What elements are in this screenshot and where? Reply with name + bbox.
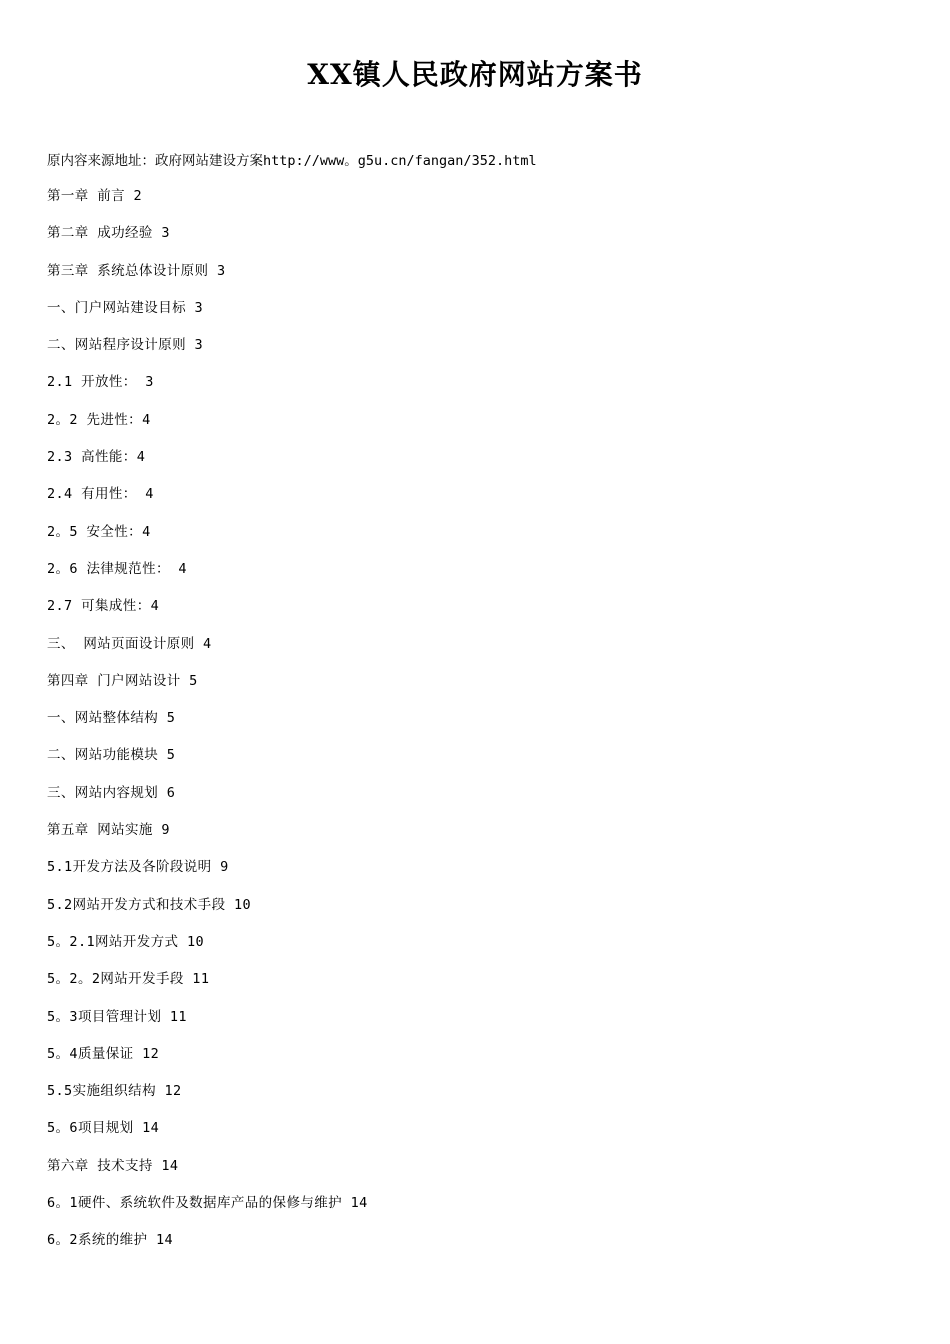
toc-entry: 三、 网站页面设计原则 4: [47, 635, 212, 652]
toc-entry: 2。6 法律规范性： 4: [47, 560, 187, 577]
toc-entry: 6。1硬件、系统软件及数据库产品的保修与维护 14: [47, 1195, 368, 1212]
toc-entry: 2。2 先进性：4: [47, 411, 151, 428]
toc-entry: 5。4质量保证 12: [47, 1045, 160, 1062]
toc-entry: 2.3 高性能：4: [47, 449, 146, 466]
toc-entry: 5。2。2网站开发手段 11: [47, 971, 210, 988]
toc-entry: 5。2.1网站开发方式 10: [47, 933, 204, 950]
toc-entry: 5.1开发方法及各阶段说明 9: [47, 859, 229, 876]
toc-entry: 5。6项目规划 14: [47, 1120, 160, 1137]
toc-entry: 2.4 有用性： 4: [47, 486, 154, 503]
source-address-line: 原内容来源地址：政府网站建设方案http://www。g5u.cn/fangan/352.html: [47, 153, 537, 169]
toc-entry: 2.1 开放性： 3: [47, 374, 154, 391]
document-title: XX镇人民政府网站方案书: [307, 58, 643, 91]
toc-entry: 一、网站整体结构 5: [47, 710, 176, 727]
toc-entry: 第六章 技术支持 14: [47, 1157, 179, 1174]
toc-entry: 第一章 前言 2: [47, 188, 143, 204]
toc-entry: 二、网站程序设计原则 3: [47, 337, 204, 354]
toc-entry: 二、网站功能模块 5: [47, 747, 176, 764]
toc-entry: 第五章 网站实施 9: [47, 822, 170, 839]
toc-entry: 5.2网站开发方式和技术手段 10: [47, 896, 252, 913]
table-of-contents: [47, 185, 368, 1267]
toc-entry: 5.5实施组织结构 12: [47, 1083, 182, 1100]
toc-entry: 5。3项目管理计划 11: [47, 1008, 187, 1025]
toc-entry: 6。2系统的维护 14: [47, 1232, 174, 1249]
toc-entry: 一、门户网站建设目标 3: [47, 299, 204, 316]
toc-entry: 第三章 系统总体设计原则 3: [47, 262, 226, 279]
toc-entry: 2.7 可集成性：4: [47, 598, 160, 615]
toc-entry: 2。5 安全性：4: [47, 523, 151, 540]
toc-entry: 第二章 成功经验 3: [47, 225, 170, 242]
toc-entry: 第四章 门户网站设计 5: [47, 672, 198, 689]
toc-entry: 三、网站内容规划 6: [47, 784, 176, 801]
